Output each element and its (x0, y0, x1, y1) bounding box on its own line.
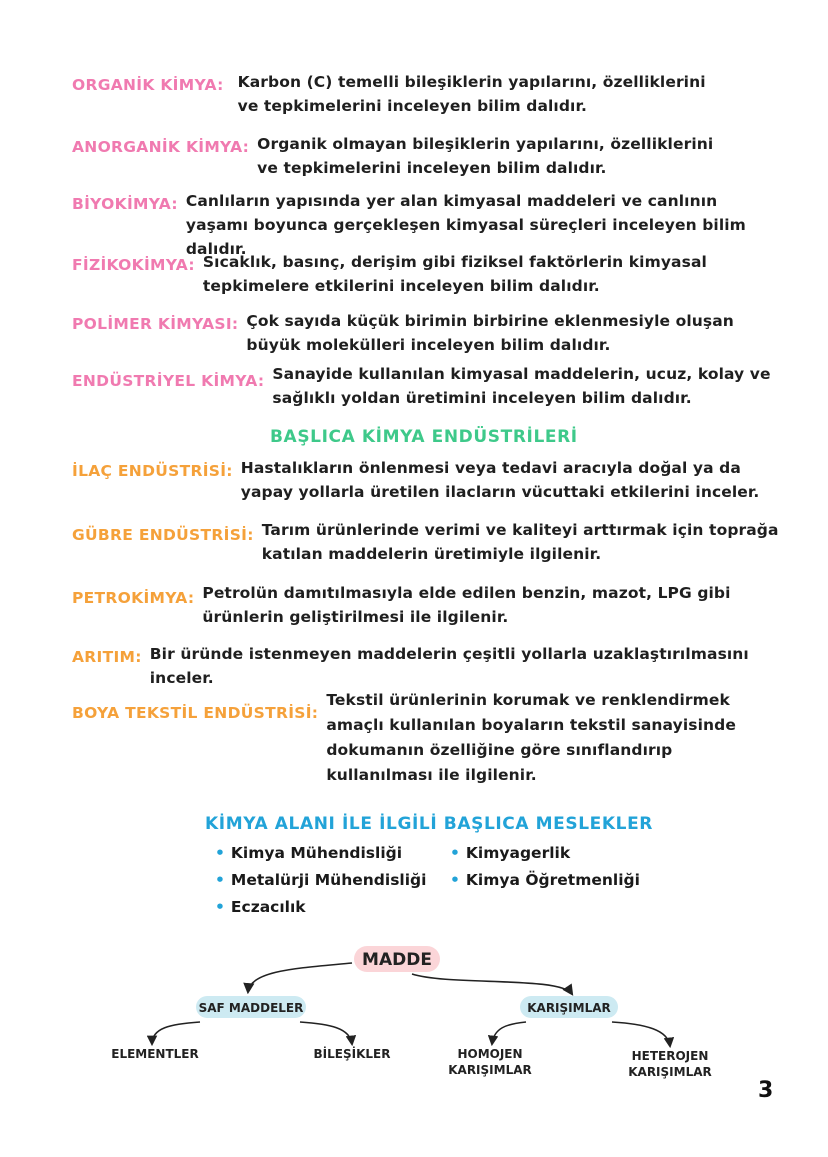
bullet-icon: • (215, 844, 225, 862)
list-item: • Kimyagerlik (450, 844, 571, 862)
leaf-heterojen-2: KARIŞIMLAR (628, 1065, 712, 1079)
leaf-bilesikler: BİLEŞİKLER (313, 1047, 391, 1061)
term-definition: Bir üründe istenmeyen maddelerin çeşitli yollarla uzaklaştırılmasını inceler. (149, 645, 749, 687)
karisim-label: KARIŞIMLAR (527, 1001, 611, 1015)
industry-aritim (72, 642, 750, 690)
term-definition: Tekstil ürünlerinin korumak ve renklendirmek amaçlı kullanılan boyaların tekstil sanayisinde dokumanın özelliğine göre sınıflandırıp kullanılması ile ilgilenir. (326, 691, 736, 784)
term-label: FİZİKOKİMYA: (72, 256, 195, 274)
industry-ilac (72, 456, 771, 504)
def-organik (72, 70, 728, 118)
term-definition: Karbon (C) temelli bileşiklerin yapılarını, özelliklerini ve tepkimelerini inceleyen bilim dalıdır. (237, 73, 706, 115)
term-label: ANORGANİK KİMYA: (72, 138, 250, 156)
term-definition: Çok sayıda küçük birimin birbirine eklenmesiyle oluşan büyük molekülleri inceleyen bilim dalıdır. (246, 312, 734, 354)
list-item: • Kimya Mühendisliği (215, 844, 403, 862)
term-definition: Hastalıkların önlenmesi veya tedavi aracıyla doğal ya da yapay yollarla üretilen ilacların vücuttaki etkilerini inceler. (240, 459, 760, 501)
list-item: • Metalürji Mühendisliği (215, 871, 427, 889)
term-definition: Organik olmayan bileşiklerin yapılarını, özelliklerini ve tepkimelerini inceleyen bilim dalıdır. (257, 135, 714, 177)
bullet-icon: • (215, 871, 225, 889)
list-item: • Eczacılık (215, 898, 306, 916)
term-label: İLAÇ ENDÜSTRİSİ: (72, 462, 233, 480)
arrow-to-karisim (412, 974, 572, 994)
term-label: PETROKİMYA: (72, 589, 195, 607)
industry-petrokimya (72, 581, 762, 629)
term-label: GÜBRE ENDÜSTRİSİ: (72, 526, 254, 544)
arrow-to-elementler (152, 1022, 200, 1044)
arrow-to-bilesikler (300, 1022, 352, 1044)
madde-classification-diagram (0, 930, 828, 1090)
leaf-elementler: ELEMENTLER (111, 1047, 199, 1061)
industry-boya-tekstil (72, 688, 766, 788)
term-label: BİYOKİMYA: (72, 195, 178, 213)
term-definition: Canlıların yapısında yer alan kimyasal maddeleri ve canlının yaşamı boyunca gerçekleşen kimyasal süreçleri inceleyen bilim dalıdır. (185, 192, 746, 258)
def-endustriyel (72, 362, 772, 410)
root-label: MADDE (362, 950, 432, 970)
professions-title: KİMYA ALANI İLE İLGİLİ BAŞLICA MESLEKLER (205, 814, 653, 834)
bullet-icon: • (215, 898, 225, 916)
term-definition: Sanayide kullanılan kimyasal maddelerin, ucuz, kolay ve sağlıklı yoldan üretimini inceleyen bilim dalıdır. (272, 365, 771, 407)
leaf-homojen-1: HOMOJEN (457, 1047, 523, 1061)
term-label: POLİMER KİMYASI: (72, 315, 239, 333)
leaf-heterojen-1: HETEROJEN (631, 1049, 709, 1063)
def-anorganik (72, 132, 737, 180)
arrow-to-homojen (492, 1022, 526, 1044)
industry-gubre (72, 518, 782, 566)
term-definition: Tarım ürünlerinde verimi ve kaliteyi arttırmak için toprağa katılan maddelerin üretimiyle ilgilenir. (261, 521, 779, 563)
def-fizikokimya (72, 250, 723, 298)
term-label: ENDÜSTRİYEL KİMYA: (72, 372, 265, 390)
list-item: • Kimya Öğretmenliği (450, 871, 640, 889)
saf-label: SAF MADDELER (198, 1001, 304, 1015)
term-definition: Sıcaklık, basınç, derişim gibi fiziksel faktörlerin kimyasal tepkimelere etkilerini inceleyen bilim dalıdır. (202, 253, 707, 295)
arrow-to-heterojen (612, 1022, 670, 1046)
term-label: BOYA TEKSTİL ENDÜSTRİSİ: (72, 704, 319, 722)
page-number: 3 (758, 1078, 774, 1103)
bullet-icon: • (450, 871, 460, 889)
term-label: ORGANİK KİMYA: (72, 76, 224, 94)
industries-title: BAŞLICA KİMYA ENDÜSTRİLERİ (270, 427, 578, 447)
leaf-homojen-2: KARIŞIMLAR (448, 1063, 532, 1077)
arrow-to-saf (248, 963, 352, 992)
professions-list (0, 840, 828, 925)
term-definition: Petrolün damıtılmasıyla elde edilen benzin, mazot, LPG gibi ürünlerin geliştirilmesi ile ilgilenir. (202, 584, 731, 626)
bullet-icon: • (450, 844, 460, 862)
term-label: ARITIM: (72, 648, 142, 666)
def-polimer (72, 309, 786, 357)
